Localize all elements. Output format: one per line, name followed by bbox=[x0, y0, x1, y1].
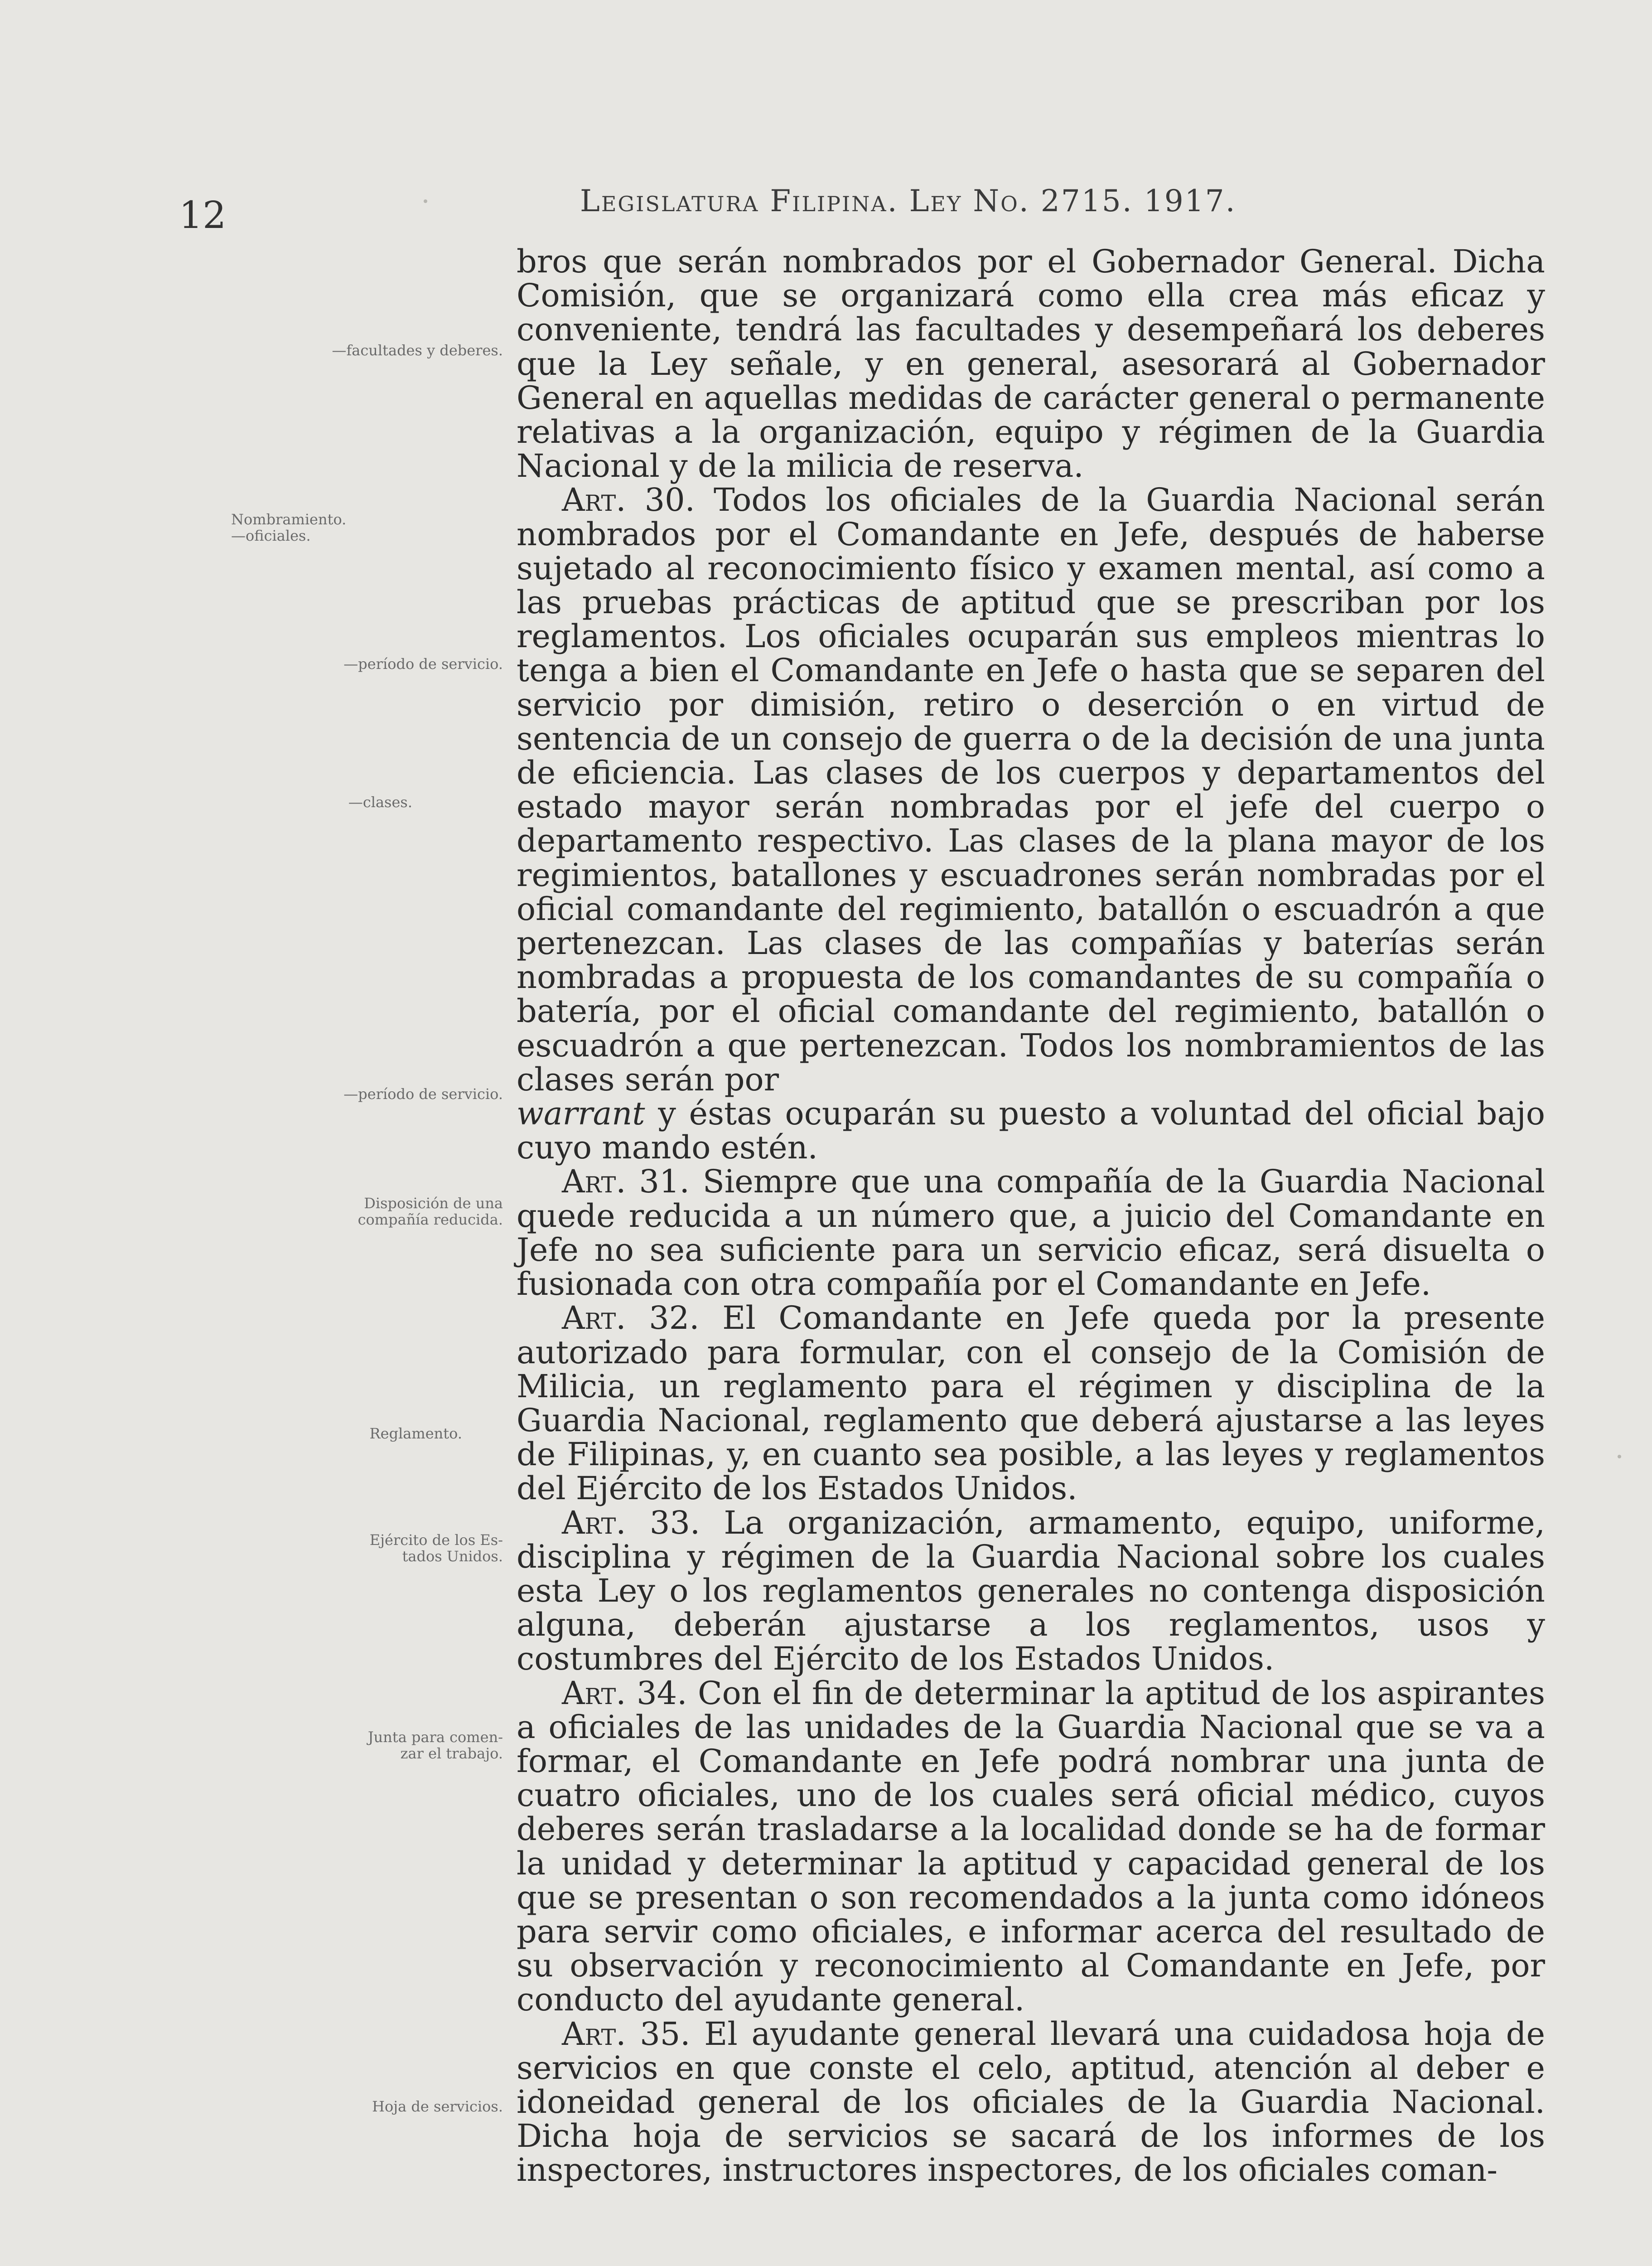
margin-note-ejercito: Ejército de los Es- tados Unidos. bbox=[369, 1531, 503, 1565]
article-number: Art. 34. bbox=[562, 1674, 687, 1712]
paragraph-text: El Comandante en Jefe queda por la presente autorizado para formular, con el consejo de la Comisión de Milicia, un reglamento para el régimen y disciplina de la Guardia Nacional, reglamento que deberá ajustarse a las leyes de Filipinas, y, en cuanto sea posible, a las leyes y reglamentos del Ejército de los Estados Unidos. bbox=[517, 1299, 1545, 1507]
article-number: Art. 30. bbox=[562, 481, 695, 519]
paragraph-art-33 bbox=[517, 1506, 1545, 1676]
paragraph-art-35 bbox=[517, 2017, 1545, 2188]
margin-note-facultades: —facultades y deberes. bbox=[332, 342, 503, 359]
margin-note-nombramiento: Nombramiento. —oficiales. bbox=[231, 511, 347, 544]
margin-note-reglamento: Reglamento. bbox=[369, 1425, 462, 1442]
italic-term: warrant bbox=[517, 1095, 645, 1133]
paragraph-art-30 bbox=[517, 483, 1545, 1097]
running-header: Legislatura Filipina. Ley No. 2715. 1917. bbox=[580, 184, 1237, 218]
paragraph-text: Con el fin de determinar la aptitud de los aspirantes a oficiales de las unidades de la Guardia Nacional que se va a formar, el Comandante en Jefe podrá nombrar una junta de cuatro oficiales, uno de los cuales será oficial médico, cuyos deberes serán trasladarse a la localidad donde se ha de formar la unidad y determinar la aptitud y capacidad general de los que se presentan o son recomendados a la junta como idóneos para servir como oficiales, e informar acerca del resultado de su observación y reconocimiento al Comandante en Jefe, por conducto del ayudante general. bbox=[517, 1674, 1545, 2019]
article-number: Art. 33. bbox=[562, 1504, 700, 1541]
page-number: 12 bbox=[179, 194, 227, 237]
margin-note-clases: —clases. bbox=[348, 794, 412, 811]
margin-note-periodo-1: —período de servicio. bbox=[343, 655, 503, 673]
paragraph-intro: bros que serán nombrados por el Gobernador General. Dicha Comisión, que se organizará como ella crea más eficaz y conveniente, tendrá las facultades y desempeñará los deberes que la Ley señale, y en general, asesorará al Gobernador General en aquellas medidas de carácter general o permanente relativas a la organización, equipo y régimen de la Guardia Nacional y de la milicia de reserva. bbox=[517, 243, 1545, 485]
article-number: Art. 35. bbox=[562, 2015, 691, 2053]
body-text bbox=[517, 245, 1545, 2188]
scan-speck bbox=[424, 199, 427, 203]
margin-note-compania-reducida: Disposición de una compañía reducida. bbox=[357, 1195, 503, 1228]
article-number: Art. 31. bbox=[562, 1163, 690, 1201]
paragraph-text: La organización, armamento, equipo, uniforme, disciplina y régimen de la Guardia Nacional sobre los cuales esta Ley o los reglamentos generales no contenga disposición alguna, deberán ajustarse a los reglamentos, usos y costumbres del Ejército de los Estados Unidos. bbox=[517, 1504, 1545, 1678]
margin-note-periodo-2: —período de servicio. bbox=[343, 1085, 503, 1103]
margin-note-junta: Junta para comen- zar el trabajo. bbox=[367, 1729, 503, 1762]
scan-speck bbox=[1618, 1455, 1621, 1458]
paragraph-art-32 bbox=[517, 1301, 1545, 1506]
paragraph-art-30-cont bbox=[517, 1097, 1545, 1165]
paragraph-art-31 bbox=[517, 1165, 1545, 1301]
paragraph-text: Todos los oficiales de la Guardia Nacional serán nombrados por el Comandante en Jefe, después de haberse sujetado al reconocimiento físico y examen mental, así como a las pruebas prácticas de aptitud que se prescriban por los reglamentos. Los oficiales ocuparán sus empleos mientras lo tenga a bien el Comandante en Jefe o hasta que se separen del servicio por dimisión, retiro o deserción o en virtud de sentencia de un consejo de guerra o de la decisión de una junta de eficiencia. Las clases de los cuerpos y departamentos del estado mayor serán nombradas por el jefe del cuerpo o departamento respectivo. Las clases de la plana mayor de los regimientos, batallones y escuadrones serán nombradas por el oficial comandante del regimiento, batallón o escuadrón a que pertenezcan. Las clases de las compañías y baterías serán nombradas a propuesta de los comandantes de su compañía o batería, por el oficial comandante del regimiento, batallón o escuadrón a que pertenezcan. Todos los nombramientos de las clases serán por bbox=[517, 481, 1545, 1098]
article-number: Art. 32. bbox=[562, 1299, 700, 1337]
margin-note-hoja-servicios: Hoja de servicios. bbox=[372, 2098, 503, 2115]
paragraph-art-34 bbox=[517, 1676, 1545, 2017]
paragraph-text: El ayudante general llevará una cuidadosa hoja de servicios en que conste el celo, aptitud, atención al deber e idoneidad general de los oficiales de la Guardia Nacional. Dicha hoja de servicios se sacará de los informes de los inspectores, instructores inspectores, de los oficiales coman- bbox=[517, 2015, 1545, 2189]
paragraph-text: y éstas ocuparán su puesto a voluntad del oficial bajo cuyo mando estén. bbox=[517, 1095, 1545, 1167]
paragraph-text: Siempre que una compañía de la Guardia Nacional quede reducida a un número que, a juicio del Comandante en Jefe no sea suficiente para un servicio eficaz, será disuelta o fusionada con otra compañía por el Comandante en Jefe. bbox=[517, 1163, 1545, 1303]
